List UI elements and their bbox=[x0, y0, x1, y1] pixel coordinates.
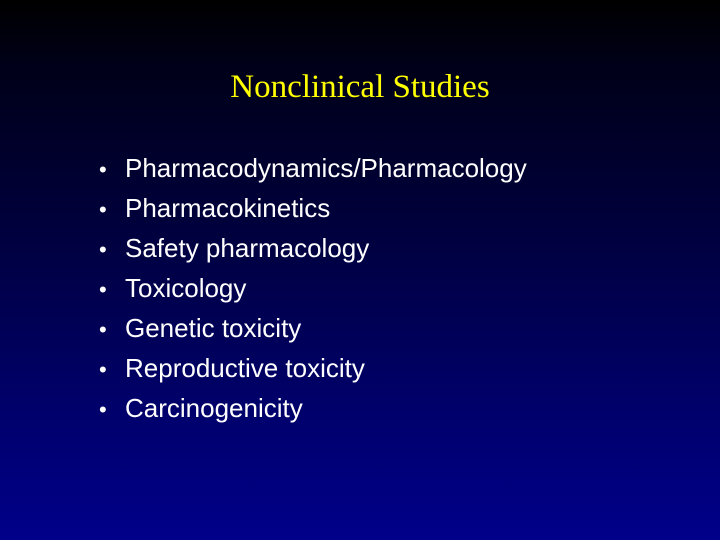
bullet-icon: • bbox=[99, 397, 107, 422]
slide-title: Nonclinical Studies bbox=[230, 69, 490, 105]
bullet-icon: • bbox=[99, 157, 107, 182]
bullet-icon: • bbox=[99, 197, 107, 222]
bullet-text: Pharmacodynamics/Pharmacology bbox=[125, 153, 527, 183]
bullet-icon: • bbox=[99, 357, 107, 382]
bullet-item bbox=[99, 308, 527, 348]
bullet-item bbox=[99, 348, 527, 388]
bullet-icon: • bbox=[99, 277, 107, 302]
bullet-text: Pharmacokinetics bbox=[125, 193, 331, 223]
bullet-icon: • bbox=[99, 317, 107, 342]
bullet-icon: • bbox=[99, 237, 107, 262]
bullet-item bbox=[99, 148, 527, 188]
bullet-item bbox=[99, 268, 527, 308]
bullet-text: Carcinogenicity bbox=[125, 393, 303, 423]
bullet-item bbox=[99, 228, 527, 268]
bullet-text: Toxicology bbox=[125, 273, 247, 303]
bullet-text: Reproductive toxicity bbox=[125, 353, 365, 383]
bullet-item bbox=[99, 188, 527, 228]
bullet-text: Safety pharmacology bbox=[125, 233, 370, 263]
bullet-list bbox=[99, 148, 527, 428]
bullet-text: Genetic toxicity bbox=[125, 313, 302, 343]
bullet-item bbox=[99, 388, 527, 428]
